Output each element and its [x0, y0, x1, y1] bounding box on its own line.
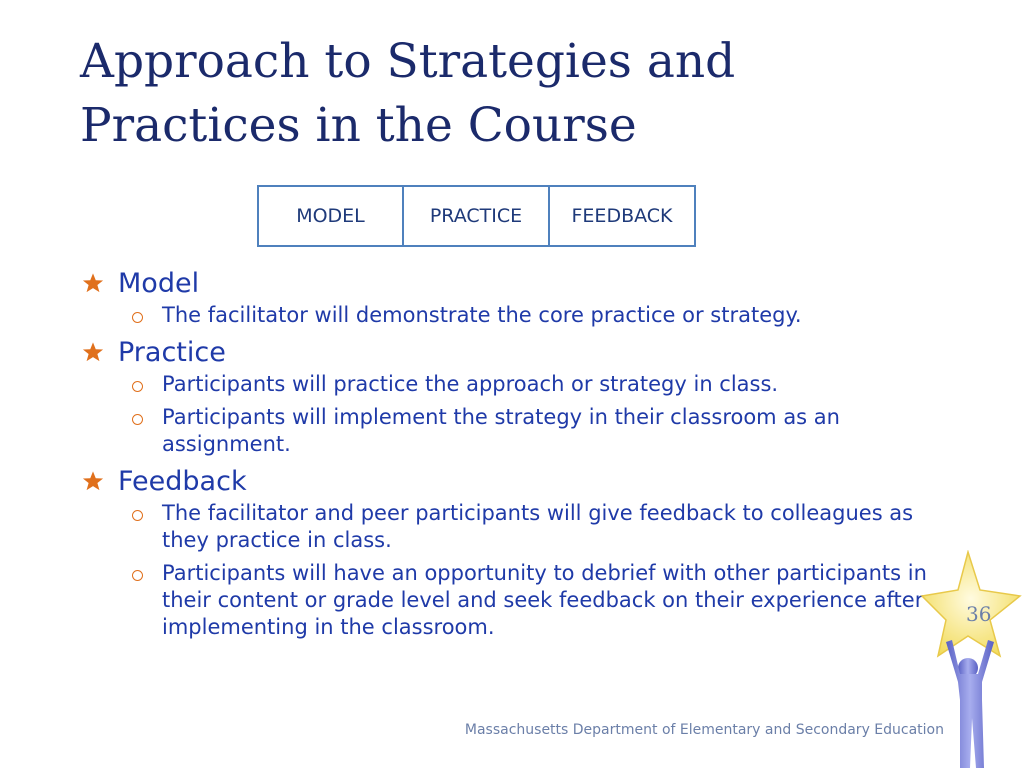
- circle-icon: [132, 570, 143, 581]
- bullet-model: [82, 266, 952, 302]
- list-item: [82, 560, 952, 641]
- circle-icon: [132, 510, 143, 521]
- circle-icon: [132, 414, 143, 425]
- process-boxes: [257, 185, 696, 247]
- sub-item-text: The facilitator and peer participants will give feedback to colleagues as they practice in class.: [162, 501, 914, 552]
- sub-item-text: Participants will have an opportunity to debrief with other participants in their content or grade level and seek feedback on their experience after implementing in the classroom.: [162, 561, 927, 639]
- bullet-practice: [82, 335, 952, 371]
- bullet-label: Model: [118, 268, 200, 299]
- star-icon: [82, 341, 104, 363]
- list-item: [82, 371, 952, 398]
- sub-list-feedback: [82, 500, 952, 641]
- circle-icon: [132, 312, 143, 323]
- feedback-box: FEEDBACK: [550, 185, 696, 247]
- list-item: [82, 404, 952, 458]
- bullet-label: Practice: [118, 337, 226, 368]
- page-number: 36: [966, 602, 992, 626]
- list-item: [82, 500, 952, 554]
- sub-list-model: [82, 302, 952, 329]
- sub-item-text: The facilitator will demonstrate the core practice or strategy.: [162, 303, 802, 327]
- star-icon: [82, 272, 104, 294]
- bullet-list: [82, 266, 952, 647]
- sub-list-practice: [82, 371, 952, 458]
- practice-box: PRACTICE: [404, 185, 550, 247]
- sub-item-text: Participants will practice the approach or strategy in class.: [162, 372, 779, 396]
- circle-icon: [132, 381, 143, 392]
- model-box: MODEL: [257, 185, 404, 247]
- star-person-logo: [920, 550, 1024, 768]
- star-icon: [82, 470, 104, 492]
- sub-item-text: Participants will implement the strategy in their classroom as an assignment.: [162, 405, 840, 456]
- bullet-feedback: [82, 464, 952, 500]
- footer-organization: Massachusetts Department of Elementary and Secondary Education: [464, 722, 944, 738]
- slide-title: Approach to Strategies and Practices in the Course: [80, 34, 736, 153]
- bullet-label: Feedback: [118, 466, 247, 497]
- list-item: [82, 302, 952, 329]
